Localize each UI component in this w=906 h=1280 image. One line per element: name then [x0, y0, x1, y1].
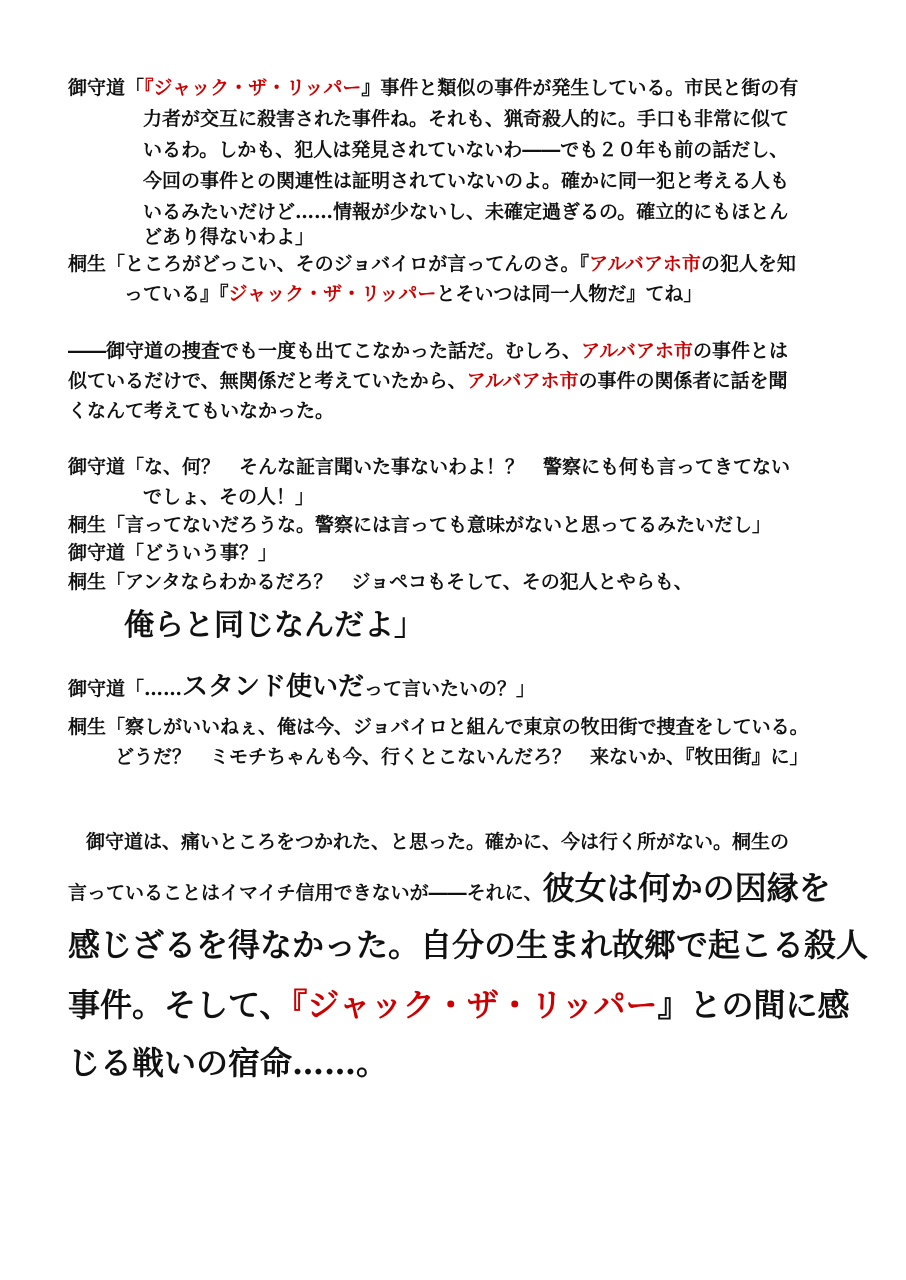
text-span: とそいつは同一人物だ』てね」: [436, 283, 703, 305]
text-span: って言いたいの？」: [364, 678, 536, 700]
text-line: [68, 868, 831, 913]
text-line: でしょ、その人！」: [143, 486, 315, 508]
text-span: 似ているだけで、無関係だと考えていたから、: [68, 370, 467, 392]
emphasis-line: 俺らと同じなんだよ」: [124, 608, 424, 643]
highlight-text: アルバアホ市: [581, 340, 693, 362]
emphasis-line: 感じざるを得なかった。自分の生まれ故郷で起こる殺人: [68, 926, 869, 964]
text-span: 事件。そして、: [68, 986, 292, 1024]
text-line: 御守道「どういう事？」: [68, 542, 278, 564]
text-line: いるわ。しかも、犯人は発見されていないわ――でも２０年も前の話だし、: [143, 139, 789, 161]
speaker-label: 御守道「: [68, 77, 145, 99]
text-line: [68, 252, 796, 276]
text-span: の犯人を知: [700, 253, 796, 275]
text-line: 桐生「言ってないだろうな。警察には言っても意味がないと思ってるみたいだし」: [68, 514, 772, 536]
highlight-text: アルバアホ市: [466, 370, 579, 392]
text-span: っている』『: [124, 283, 229, 305]
text-line: [68, 339, 788, 363]
text-line: 桐生「アンタならわかるだろ？ ジョペコもそして、その犯人とやらも、: [68, 571, 693, 593]
text-line: どあり得ないわよ」: [143, 226, 315, 248]
text-line: いるみたいだけど……情報が少ないし、未確定過ぎるの。確立的にもほとん: [143, 201, 789, 223]
text-span: 御守道「……: [68, 678, 183, 700]
text-line: 御守道は、痛いところをつかれた、と思った。確かに、今は行く所がない。桐生の: [86, 831, 790, 853]
text-span: ――御守道の捜査でも一度も出てこなかった話だ。むしろ、: [68, 340, 582, 362]
text-line: [68, 369, 788, 393]
emphasis-text: 彼女は何かの因縁を: [542, 869, 831, 907]
emphasis-line: [68, 985, 849, 1025]
emphasis-text: スタンド使いだ: [182, 672, 365, 702]
text-span: 』事件と類似の事件が発生している。市民と街の有: [361, 77, 799, 99]
highlight-text: 『ジャック・ザ・リッパー: [144, 77, 362, 99]
highlight-text: ジャック・ザ・リッパー: [228, 283, 437, 305]
text-line: 御守道「な、何？ そんな証言聞いた事ないわよ！？ 警察にも何も言ってきてない: [68, 456, 791, 478]
text-line: [68, 76, 798, 100]
text-span: 言っていることはイマイチ信用できないが――それに、: [68, 882, 543, 904]
text-line: どうだ？ ミモチちゃんも今、行くとこないんだろ？ 来ないか、『牧田街』に」: [115, 746, 809, 768]
text-line: 桐生「察しがいいねぇ、俺は今、ジョバイロと組んで東京の牧田街で捜査をしている。: [68, 716, 809, 738]
text-line: くなんて考えてもいなかった。: [68, 400, 335, 422]
text-span: の事件とは: [692, 340, 788, 362]
text-line: [68, 668, 535, 708]
emphasis-line: じる戦いの宿命……。: [68, 1044, 389, 1082]
text-span: の事件の関係者に話を聞: [578, 370, 788, 392]
text-span: 桐生「ところがどっこい、そのジョバイロが言ってんのさ。『: [68, 253, 589, 275]
text-line: 今回の事件との関連性は証明されていないのよ。確かに同一犯と考える人も: [143, 170, 790, 192]
text-line: [124, 282, 702, 306]
highlight-text: アルバアホ市: [588, 253, 701, 275]
text-line: 力者が交互に殺害された事件ね。それも、猟奇殺人的に。手口も非常に似て: [143, 108, 790, 130]
highlight-text: 『ジャック・ザ・リッパー: [291, 986, 658, 1024]
text-span: 』との間に感: [657, 986, 850, 1024]
